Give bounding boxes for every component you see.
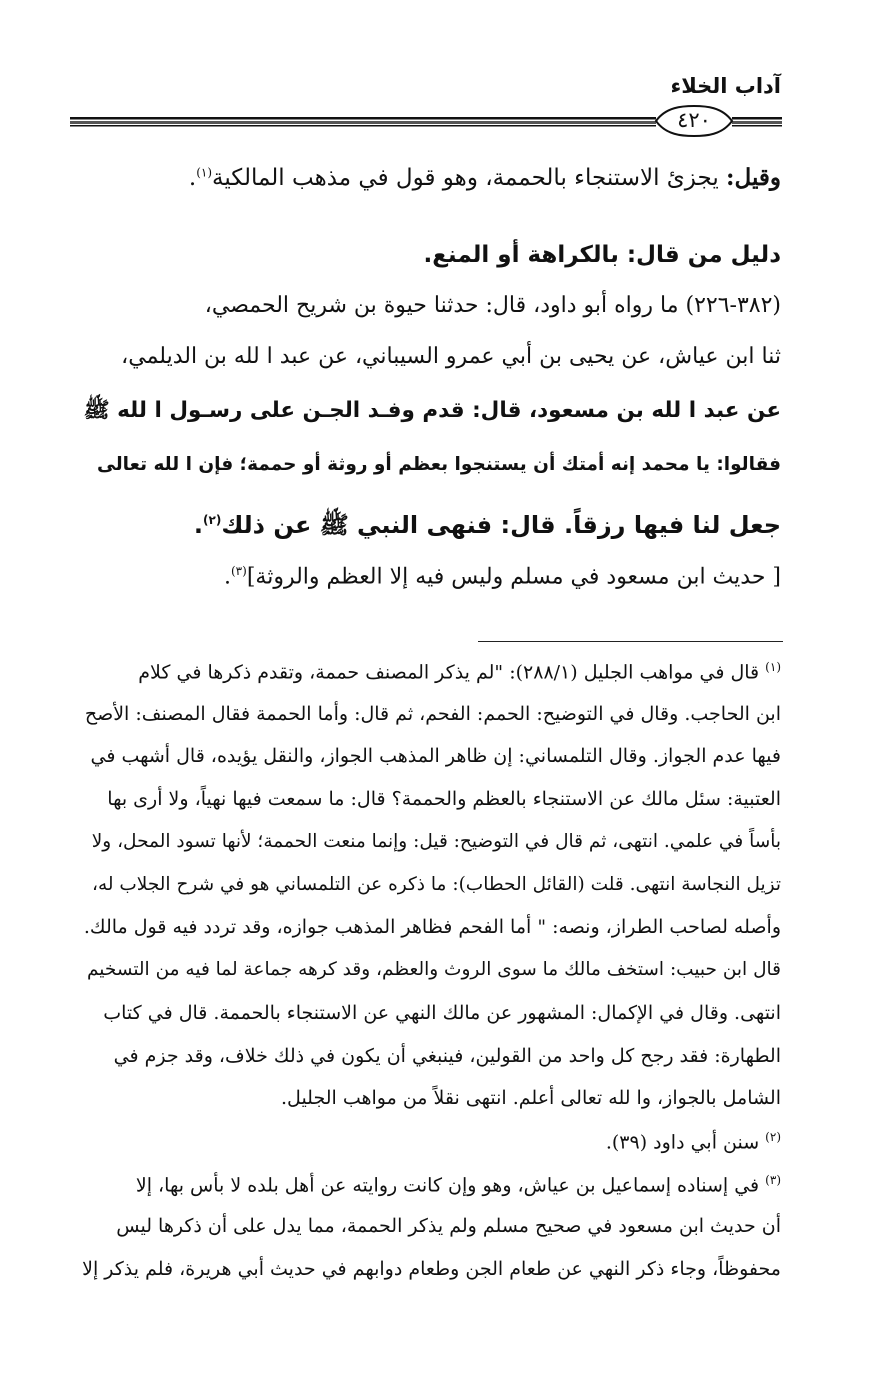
footnote-1-line: انتهى. وقال في الإكمال: المشهور عن مالك النهي عن الاستنجاء بالحممة. قال في كتاب [103, 1002, 781, 1024]
editor-remark-text: [ حديث ابن مسعود في مسلم وليس فيه إلا العظم والروثة] [246, 564, 781, 590]
running-header-title: آداب الخلاء [670, 74, 781, 98]
hadith-text-line-3-text: جعل لنا فيها رزقاً. قال: فنهى النبي ﷺ عن ذلك [221, 511, 781, 539]
opinion-end: . [188, 165, 197, 191]
footnote-2-text: سنن أبي داود (٣٩). [605, 1131, 766, 1154]
footnote-ref-3[interactable]: (٣) [230, 564, 247, 578]
footnote-3-line: محفوظاً، وجاء ذكر النهي عن طعام الجن وطعام دوابهم في حديث أبي هريرة، فلم يذكر إلا [82, 1258, 781, 1280]
footnote-1-line: تزيل النجاسة انتهى. قلت (القائل الحطاب): ما ذكره عن التلمساني هو في شرح الجلاب له، [91, 874, 781, 895]
page-number: ٤٢٠ [677, 108, 711, 132]
footnote-2 [606, 1130, 781, 1153]
opinion-line [189, 164, 781, 191]
hadith-text-line-3 [194, 510, 781, 545]
opinion-lead: وقيل: [726, 164, 781, 191]
section-heading: دليل من قال: بالكراهة أو المنع. [423, 242, 781, 268]
footnote-1-text: قال في مواهب الجليل (٢٨٨/١): "لم يذكر المصنف حممة، وتقدم ذكرها في كلام [138, 661, 766, 684]
footnote-1-line: وأصله لصاحب الطراز، ونصه: " أما الفحم فظاهر المذهب جوازه، وقد تردد فيه قول مالك. [83, 916, 781, 938]
footnote-separator [478, 641, 783, 642]
editor-remark-end: . [223, 564, 231, 590]
footnote-ref-2[interactable]: (٢) [203, 513, 222, 527]
footnote-1-line: ابن الحاجب. وقال في التوضيح: الحمم: الفحم، ثم قال: وأما الحممة فقال المصنف: الأصح [84, 703, 781, 725]
footnote-3-marker: (٣) [765, 1173, 781, 1187]
footnote-3-line [136, 1173, 781, 1196]
footnote-3-text: في إسناده إسماعيل بن عياش، وهو وإن كانت روايته عن أهل بلده لا بأس بها، إلا [135, 1174, 766, 1197]
footnote-ref-1[interactable]: (١) [196, 165, 213, 180]
hadith-text-line-2: فقالوا: يا محمد إنه أمتك أن يستنجوا بعظم أو روثة أو حممة؛ فإن ا لله تعالى [97, 454, 781, 475]
footnote-3-line: أن حديث ابن مسعود في صحيح مسلم ولم يذكر الحممة، مما يدل على أن ذكرها ليس [116, 1215, 781, 1237]
hadith-text-end: . [193, 511, 204, 539]
opinion-text: يجزئ الاستنجاء بالحممة، وهو قول في مذهب المالكية [212, 165, 727, 191]
footnote-1-line: قال ابن حبيب: استخف مالك ما سوى الروث والعظم، وقد كرهه جماعة لما فيه من التسخيم [86, 959, 781, 980]
footnote-1-line: الطهارة: فقد رجح كل واحد من القولين، فينبغي أن يكون في ذلك خلاف، وقد جزم في [113, 1045, 781, 1067]
footnote-2-marker: (٢) [765, 1130, 781, 1144]
isnad-line-1: (٣٨٢-٢٢٦) ما رواه أبو داود، قال: حدثنا حيوة بن شريح الحمصي، [204, 293, 781, 318]
footnote-1-line: بأساً في علمي. انتهى، ثم قال في التوضيح: قيل: وإنما منعت الحممة؛ لأنها تسود المحل، ولا [91, 831, 781, 852]
footnote-1-marker: (١) [765, 660, 781, 674]
editor-remark [224, 564, 781, 589]
hadith-text-line-1: عن عبد ا لله بن مسعود، قال: قدم وفـد الجـن على رسـول ا لله ﷺ [83, 398, 781, 423]
footnote-1-line: العتبية: سئل مالك عن الاستنجاء بالعظم والحممة؟ قال: ما سمعت فيها نهياً، ولا أرى بها [107, 788, 781, 810]
footnote-1-line [138, 660, 781, 683]
footnote-1-line: فيها عدم الجواز. وقال التلمساني: إن ظاهر المذهب الجواز، والنقل يؤيده، قال أشهب في [90, 745, 781, 767]
footnote-1-line: الشامل بالجواز، وا لله تعالى أعلم. انتهى نقلاً من مواهب الجليل. [281, 1087, 781, 1109]
isnad-line-2: ثنا ابن عياش، عن يحيى بن أبي عمرو السيباني، عن عبد ا لله بن الديلمي، [121, 344, 781, 369]
